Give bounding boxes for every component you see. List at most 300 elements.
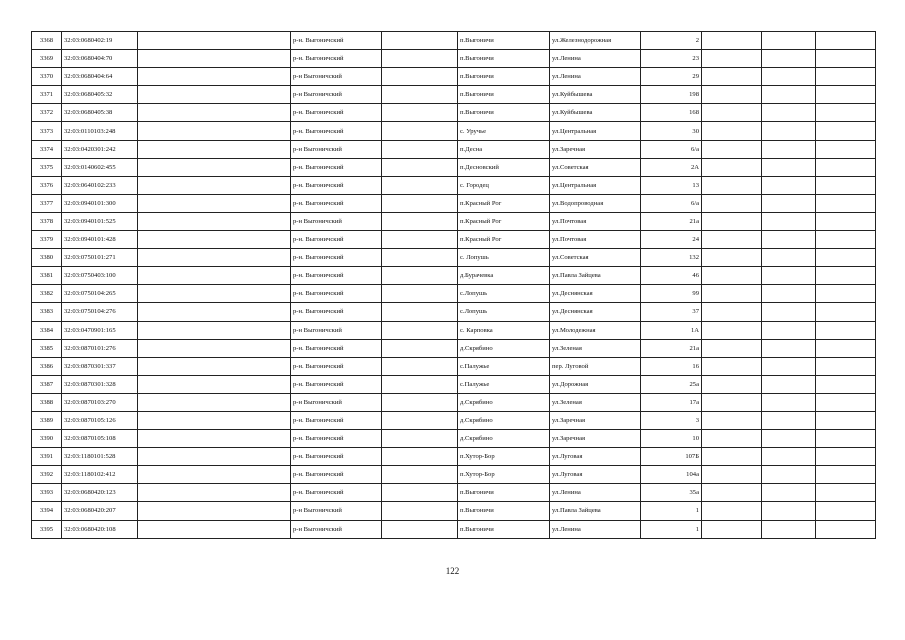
street-cell: ул.Почтовая [550, 212, 641, 230]
empty-cell [138, 267, 291, 285]
empty-cell [816, 68, 876, 86]
empty-cell [382, 212, 458, 230]
row-number-cell: 3380 [32, 249, 62, 267]
table-row [32, 411, 876, 429]
empty-cell [816, 231, 876, 249]
locality-cell: п.Хутор-Бор [458, 466, 550, 484]
empty-cell [702, 176, 762, 194]
table-row [32, 212, 876, 230]
locality-cell: с.Лопушь [458, 303, 550, 321]
house-number-cell: 3 [641, 411, 702, 429]
street-cell: ул.Ленина [550, 68, 641, 86]
row-number-cell: 3370 [32, 68, 62, 86]
cadastral-number-cell: 32:03:0680420:207 [62, 502, 138, 520]
house-number-cell: 104а [641, 466, 702, 484]
empty-cell [138, 321, 291, 339]
locality-cell: с. Городец [458, 176, 550, 194]
empty-cell [816, 285, 876, 303]
house-number-cell: 99 [641, 285, 702, 303]
street-cell: ул.Дорожная [550, 375, 641, 393]
empty-cell [702, 520, 762, 538]
district-cell: р-н. Выгоничский [291, 158, 382, 176]
house-number-cell: 6/а [641, 140, 702, 158]
district-cell: р-н. Выгоничский [291, 448, 382, 466]
empty-cell [702, 140, 762, 158]
table-row [32, 231, 876, 249]
empty-cell [816, 484, 876, 502]
locality-cell: п.Десновский [458, 158, 550, 176]
locality-cell: с.Лопушь [458, 285, 550, 303]
locality-cell: п.Выгоничи [458, 68, 550, 86]
empty-cell [762, 249, 816, 267]
locality-cell: с. Лопушь [458, 249, 550, 267]
house-number-cell: 2 [641, 32, 702, 50]
empty-cell [762, 212, 816, 230]
cadastral-number-cell: 32:03:0870105:126 [62, 411, 138, 429]
empty-cell [138, 357, 291, 375]
cadastral-number-cell: 32:03:0640102:233 [62, 176, 138, 194]
empty-cell [702, 68, 762, 86]
empty-cell [382, 321, 458, 339]
empty-cell [702, 357, 762, 375]
empty-cell [702, 32, 762, 50]
table-row [32, 86, 876, 104]
table-row [32, 430, 876, 448]
empty-cell [138, 448, 291, 466]
empty-cell [382, 176, 458, 194]
table-row [32, 303, 876, 321]
empty-cell [138, 411, 291, 429]
house-number-cell: 21а [641, 339, 702, 357]
empty-cell [816, 140, 876, 158]
locality-cell: д.Скрябино [458, 430, 550, 448]
table-row [32, 321, 876, 339]
locality-cell: п.Десна [458, 140, 550, 158]
district-cell: р-н. Выгоничский [291, 303, 382, 321]
empty-cell [762, 285, 816, 303]
house-number-cell: 37 [641, 303, 702, 321]
table-row [32, 520, 876, 538]
empty-cell [816, 393, 876, 411]
street-cell: ул.Центральная [550, 176, 641, 194]
page-number: 122 [445, 566, 460, 576]
house-number-cell: 10 [641, 430, 702, 448]
street-cell: ул.Зеленая [550, 393, 641, 411]
row-number-cell: 3394 [32, 502, 62, 520]
table-row [32, 176, 876, 194]
house-number-cell: 107Б [641, 448, 702, 466]
district-cell: р-н. Выгоничский [291, 430, 382, 448]
empty-cell [138, 393, 291, 411]
empty-cell [816, 249, 876, 267]
empty-cell [382, 194, 458, 212]
table-body [32, 32, 876, 539]
district-cell: р-н Выгоничский [291, 86, 382, 104]
empty-cell [382, 502, 458, 520]
street-cell: ул.Куйбышева [550, 86, 641, 104]
empty-cell [382, 303, 458, 321]
table-row [32, 249, 876, 267]
empty-cell [382, 140, 458, 158]
empty-cell [816, 50, 876, 68]
empty-cell [138, 484, 291, 502]
empty-cell [762, 50, 816, 68]
empty-cell [816, 194, 876, 212]
district-cell: р-н. Выгоничский [291, 375, 382, 393]
empty-cell [762, 68, 816, 86]
district-cell: р-н. Выгоничский [291, 357, 382, 375]
empty-cell [702, 231, 762, 249]
empty-cell [702, 375, 762, 393]
empty-cell [382, 448, 458, 466]
row-number-cell: 3392 [32, 466, 62, 484]
empty-cell [816, 502, 876, 520]
street-cell: ул.Заречная [550, 140, 641, 158]
table-row [32, 393, 876, 411]
locality-cell: п.Выгоничи [458, 86, 550, 104]
empty-cell [382, 249, 458, 267]
cadastral-number-cell: 32:03:0140602:455 [62, 158, 138, 176]
empty-cell [816, 158, 876, 176]
cadastral-number-cell: 32:03:0750101:271 [62, 249, 138, 267]
empty-cell [382, 231, 458, 249]
cadastral-number-cell: 32:03:0870301:337 [62, 357, 138, 375]
row-number-cell: 3374 [32, 140, 62, 158]
empty-cell [762, 339, 816, 357]
empty-cell [382, 357, 458, 375]
empty-cell [762, 86, 816, 104]
house-number-cell: 16 [641, 357, 702, 375]
empty-cell [762, 32, 816, 50]
district-cell: р-н. Выгоничский [291, 50, 382, 68]
empty-cell [762, 321, 816, 339]
locality-cell: п.Хутор-Бор [458, 448, 550, 466]
locality-cell: д.Скрябино [458, 393, 550, 411]
empty-cell [816, 375, 876, 393]
empty-cell [762, 502, 816, 520]
empty-cell [138, 104, 291, 122]
empty-cell [816, 212, 876, 230]
empty-cell [138, 303, 291, 321]
district-cell: р-н Выгоничский [291, 212, 382, 230]
cadastral-number-cell: 32:03:0870105:108 [62, 430, 138, 448]
row-number-cell: 3372 [32, 104, 62, 122]
empty-cell [762, 448, 816, 466]
district-cell: р-н Выгоничский [291, 68, 382, 86]
table-row [32, 484, 876, 502]
empty-cell [138, 520, 291, 538]
cadastral-number-cell: 32:03:1180101:528 [62, 448, 138, 466]
row-number-cell: 3376 [32, 176, 62, 194]
street-cell: ул.Ленина [550, 520, 641, 538]
empty-cell [138, 466, 291, 484]
empty-cell [382, 411, 458, 429]
house-number-cell: 168 [641, 104, 702, 122]
house-number-cell: 1А [641, 321, 702, 339]
house-number-cell: 46 [641, 267, 702, 285]
table-row [32, 140, 876, 158]
district-cell: р-н. Выгоничский [291, 484, 382, 502]
empty-cell [138, 158, 291, 176]
house-number-cell: 35а [641, 484, 702, 502]
locality-cell: д.Скрябино [458, 339, 550, 357]
empty-cell [382, 158, 458, 176]
district-cell: р-н. Выгоничский [291, 104, 382, 122]
empty-cell [138, 140, 291, 158]
empty-cell [816, 176, 876, 194]
house-number-cell: 13 [641, 176, 702, 194]
empty-cell [762, 520, 816, 538]
row-number-cell: 3381 [32, 267, 62, 285]
district-cell: р-н Выгоничский [291, 393, 382, 411]
empty-cell [762, 393, 816, 411]
district-cell: р-н. Выгоничский [291, 267, 382, 285]
street-cell: ул.Почтовая [550, 231, 641, 249]
row-number-cell: 3389 [32, 411, 62, 429]
street-cell: ул.Деснянская [550, 285, 641, 303]
table-row [32, 448, 876, 466]
table-row [32, 466, 876, 484]
street-cell: ул.Железнодорожная [550, 32, 641, 50]
empty-cell [382, 520, 458, 538]
cadastral-number-cell: 32:03:0750104:265 [62, 285, 138, 303]
street-cell: ул.Луговая [550, 466, 641, 484]
empty-cell [762, 158, 816, 176]
empty-cell [138, 86, 291, 104]
district-cell: р-н. Выгоничский [291, 466, 382, 484]
row-number-cell: 3390 [32, 430, 62, 448]
locality-cell: п.Красный Рог [458, 212, 550, 230]
locality-cell: с. Карповка [458, 321, 550, 339]
district-cell: р-н Выгоничский [291, 321, 382, 339]
table-row [32, 32, 876, 50]
locality-cell: д.Скрябино [458, 411, 550, 429]
locality-cell: с.Палужье [458, 375, 550, 393]
locality-cell: п.Выгоничи [458, 484, 550, 502]
empty-cell [138, 502, 291, 520]
empty-cell [382, 339, 458, 357]
row-number-cell: 3369 [32, 50, 62, 68]
cadastral-number-cell: 32:03:0680405:32 [62, 86, 138, 104]
empty-cell [702, 502, 762, 520]
district-cell: р-н. Выгоничский [291, 122, 382, 140]
empty-cell [816, 122, 876, 140]
street-cell: ул.Заречная [550, 430, 641, 448]
table-row [32, 194, 876, 212]
empty-cell [702, 484, 762, 502]
row-number-cell: 3379 [32, 231, 62, 249]
house-number-cell: 24 [641, 231, 702, 249]
empty-cell [382, 285, 458, 303]
locality-cell: п.Выгоничи [458, 104, 550, 122]
locality-cell: п.Выгоничи [458, 520, 550, 538]
house-number-cell: 21а [641, 212, 702, 230]
empty-cell [702, 448, 762, 466]
row-number-cell: 3368 [32, 32, 62, 50]
empty-cell [762, 231, 816, 249]
row-number-cell: 3391 [32, 448, 62, 466]
empty-cell [702, 303, 762, 321]
locality-cell: п.Выгоничи [458, 50, 550, 68]
table-row [32, 285, 876, 303]
cadastral-number-cell: 32:03:0680405:38 [62, 104, 138, 122]
empty-cell [138, 212, 291, 230]
house-number-cell: 23 [641, 50, 702, 68]
empty-cell [702, 122, 762, 140]
empty-cell [702, 249, 762, 267]
district-cell: р-н. Выгоничский [291, 249, 382, 267]
empty-cell [702, 158, 762, 176]
empty-cell [702, 50, 762, 68]
cadastral-number-cell: 32:03:0680420:108 [62, 520, 138, 538]
street-cell: ул.Павла Зайцева [550, 502, 641, 520]
empty-cell [382, 484, 458, 502]
empty-cell [816, 466, 876, 484]
empty-cell [816, 411, 876, 429]
registry-table [31, 31, 876, 539]
house-number-cell: 17а [641, 393, 702, 411]
street-cell: ул.Луговая [550, 448, 641, 466]
house-number-cell: 30 [641, 122, 702, 140]
empty-cell [816, 339, 876, 357]
street-cell: ул.Зеленая [550, 339, 641, 357]
cadastral-number-cell: 32:03:0870101:276 [62, 339, 138, 357]
cadastral-number-cell: 32:03:0420301:242 [62, 140, 138, 158]
cadastral-number-cell: 32:03:0940101:428 [62, 231, 138, 249]
cadastral-number-cell: 32:03:0870103:270 [62, 393, 138, 411]
empty-cell [762, 484, 816, 502]
empty-cell [816, 86, 876, 104]
street-cell: ул.Молодежная [550, 321, 641, 339]
house-number-cell: 1 [641, 502, 702, 520]
empty-cell [762, 267, 816, 285]
empty-cell [702, 393, 762, 411]
empty-cell [138, 375, 291, 393]
empty-cell [762, 375, 816, 393]
cadastral-number-cell: 32:03:0750403:100 [62, 267, 138, 285]
empty-cell [382, 104, 458, 122]
empty-cell [762, 303, 816, 321]
empty-cell [816, 303, 876, 321]
empty-cell [816, 32, 876, 50]
locality-cell: д.Бурачевка [458, 267, 550, 285]
empty-cell [382, 430, 458, 448]
cadastral-number-cell: 32:03:0680420:123 [62, 484, 138, 502]
empty-cell [138, 68, 291, 86]
empty-cell [816, 520, 876, 538]
empty-cell [382, 68, 458, 86]
table-row [32, 104, 876, 122]
cadastral-number-cell: 32:03:1180102:412 [62, 466, 138, 484]
empty-cell [382, 267, 458, 285]
row-number-cell: 3395 [32, 520, 62, 538]
row-number-cell: 3385 [32, 339, 62, 357]
table-row [32, 357, 876, 375]
table-row [32, 502, 876, 520]
row-number-cell: 3384 [32, 321, 62, 339]
empty-cell [702, 194, 762, 212]
street-cell: ул.Ленина [550, 484, 641, 502]
empty-cell [382, 375, 458, 393]
empty-cell [702, 104, 762, 122]
district-cell: р-н. Выгоничский [291, 231, 382, 249]
street-cell: ул.Ленина [550, 50, 641, 68]
row-number-cell: 3388 [32, 393, 62, 411]
empty-cell [382, 122, 458, 140]
empty-cell [138, 249, 291, 267]
empty-cell [138, 176, 291, 194]
empty-cell [702, 411, 762, 429]
district-cell: р-н Выгоничский [291, 520, 382, 538]
empty-cell [138, 194, 291, 212]
district-cell: р-н. Выгоничский [291, 176, 382, 194]
row-number-cell: 3375 [32, 158, 62, 176]
empty-cell [382, 32, 458, 50]
street-cell: ул.Советская [550, 249, 641, 267]
table-row [32, 50, 876, 68]
empty-cell [702, 285, 762, 303]
street-cell: ул.Заречная [550, 411, 641, 429]
empty-cell [702, 86, 762, 104]
empty-cell [138, 32, 291, 50]
locality-cell: с.Палужье [458, 357, 550, 375]
house-number-cell: 29 [641, 68, 702, 86]
cadastral-number-cell: 32:03:0680402:19 [62, 32, 138, 50]
empty-cell [382, 50, 458, 68]
cadastral-number-cell: 32:03:0680404:64 [62, 68, 138, 86]
row-number-cell: 3383 [32, 303, 62, 321]
empty-cell [382, 466, 458, 484]
house-number-cell: 2А [641, 158, 702, 176]
empty-cell [138, 50, 291, 68]
street-cell: ул.Советская [550, 158, 641, 176]
empty-cell [816, 430, 876, 448]
empty-cell [816, 357, 876, 375]
house-number-cell: 1 [641, 520, 702, 538]
street-cell: ул.Водопроводная [550, 194, 641, 212]
cadastral-number-cell: 32:03:0750104:276 [62, 303, 138, 321]
locality-cell: п.Красный Рог [458, 194, 550, 212]
empty-cell [762, 357, 816, 375]
house-number-cell: 132 [641, 249, 702, 267]
empty-cell [702, 267, 762, 285]
street-cell: пер. Луговой [550, 357, 641, 375]
empty-cell [702, 339, 762, 357]
row-number-cell: 3393 [32, 484, 62, 502]
district-cell: р-н. Выгоничский [291, 32, 382, 50]
empty-cell [702, 466, 762, 484]
row-number-cell: 3382 [32, 285, 62, 303]
row-number-cell: 3373 [32, 122, 62, 140]
street-cell: ул.Павла Зайцева [550, 267, 641, 285]
cadastral-number-cell: 32:03:0940101:300 [62, 194, 138, 212]
empty-cell [702, 321, 762, 339]
locality-cell: п.Выгоничи [458, 502, 550, 520]
empty-cell [816, 321, 876, 339]
empty-cell [702, 430, 762, 448]
locality-cell: п.Выгоничи [458, 32, 550, 50]
district-cell: р-н. Выгоничский [291, 339, 382, 357]
table-row [32, 339, 876, 357]
house-number-cell: 25а [641, 375, 702, 393]
row-number-cell: 3386 [32, 357, 62, 375]
district-cell: р-н Выгоничский [291, 502, 382, 520]
empty-cell [762, 194, 816, 212]
cadastral-number-cell: 32:03:0680404:70 [62, 50, 138, 68]
cadastral-number-cell: 32:03:0470901:165 [62, 321, 138, 339]
table-row [32, 375, 876, 393]
empty-cell [138, 231, 291, 249]
